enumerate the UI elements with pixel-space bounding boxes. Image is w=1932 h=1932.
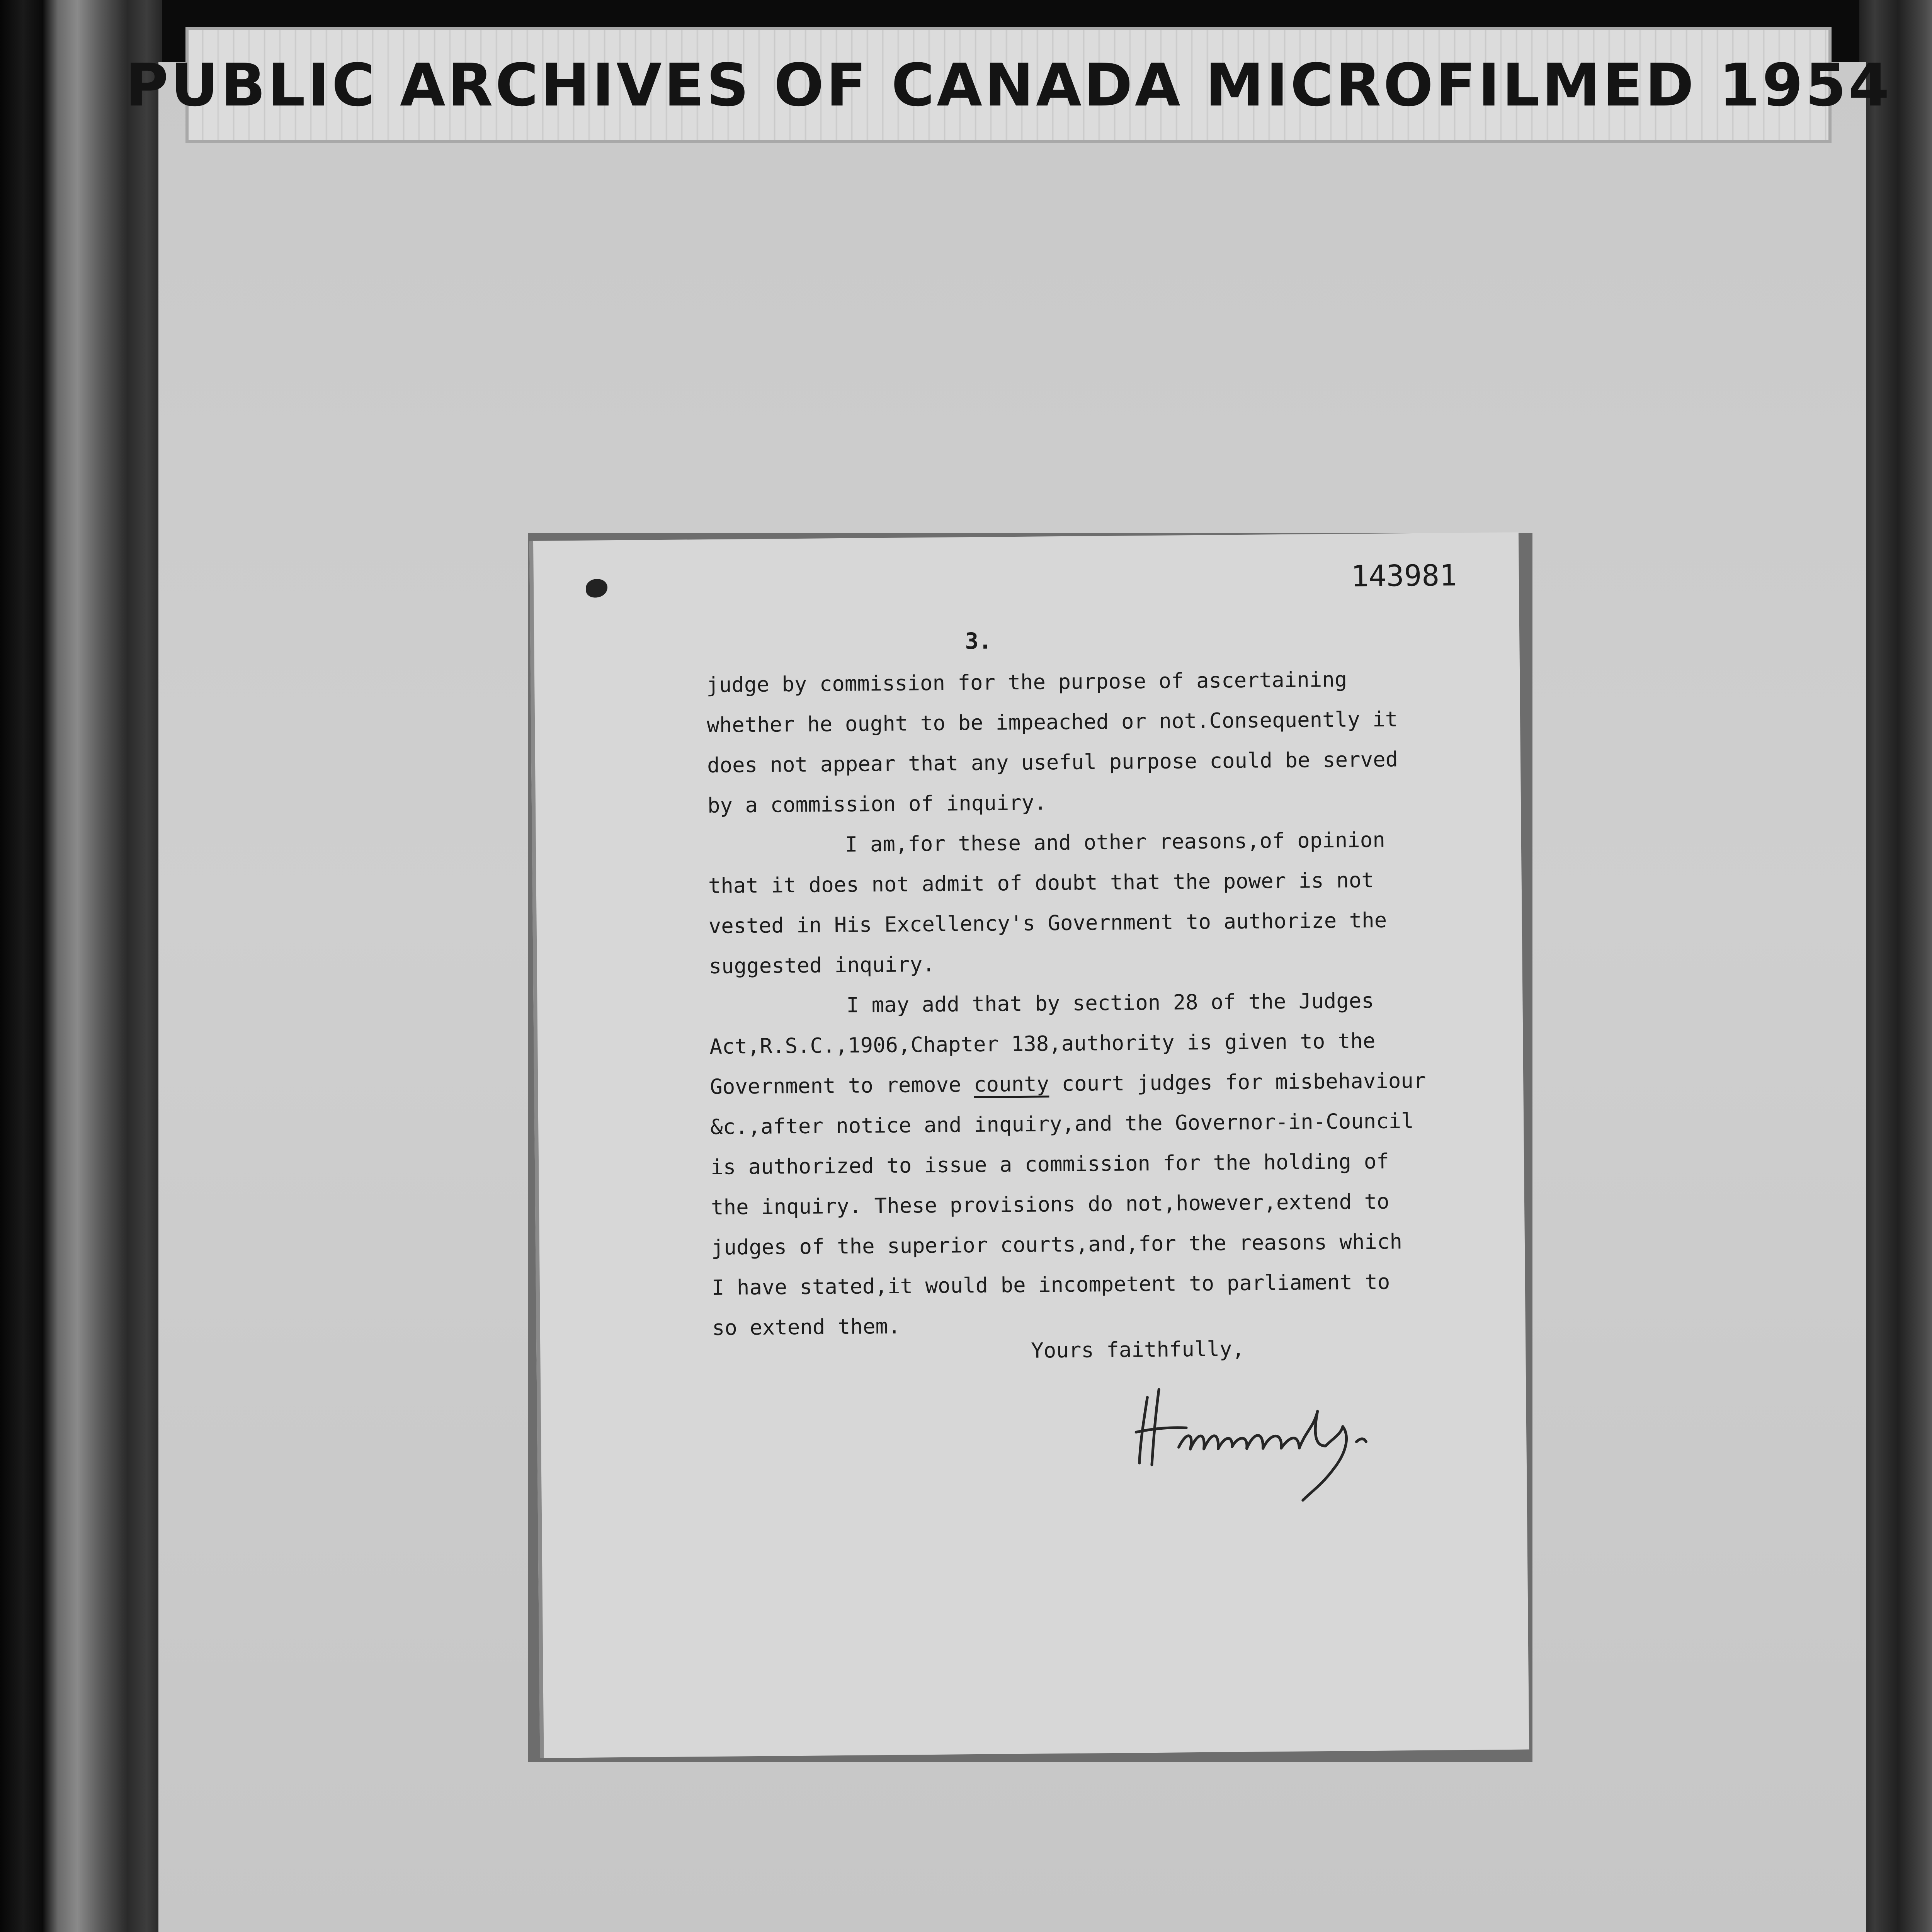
letter-line: that it does not admit of doubt that the power is not: [708, 867, 1374, 898]
letter-line: is authorized to issue a commission for the holding of: [710, 1149, 1389, 1179]
film-edge-right: [1859, 0, 1932, 1932]
letter-line: judge by commission for the purpose of ascertaining: [706, 667, 1347, 697]
letter-line: suggested inquiry.: [709, 952, 935, 978]
letter-line: vested in His Excellency's Government to authorize the: [708, 908, 1387, 938]
page-number: 3.: [965, 628, 992, 655]
letter-line: does not appear that any useful purpose could be served: [707, 747, 1398, 778]
letter-line: Act,R.S.C.,1906,Chapter 138,authority is given to the: [709, 1028, 1376, 1059]
film-edge-left: [0, 0, 162, 1932]
letter-page: [529, 532, 1529, 1758]
archive-header-text: PUBLIC ARCHIVES OF CANADA MICROFILMED 1954: [125, 51, 1892, 119]
document-number: 143981: [1350, 558, 1458, 594]
letter-line: I may add that by section 28 of the Judges: [846, 988, 1374, 1017]
letter-line: the inquiry. These provisions do not,however,extend to: [711, 1189, 1389, 1219]
letter-line: I have stated,it would be incompetent to parliament to: [711, 1269, 1390, 1300]
handwritten-signature: [1132, 1371, 1473, 1514]
letter-closing: Yours faithfully,: [1031, 1336, 1245, 1363]
letter-line: Government to remove county court judges for misbehaviour: [710, 1068, 1426, 1099]
letter-line: I am,for these and other reasons,of opinion: [845, 827, 1386, 857]
letter-line: &c.,after notice and inquiry,and the Governor-in-Council: [710, 1109, 1414, 1139]
letter-line: judges of the superior courts,and,for the reasons which: [711, 1229, 1403, 1260]
letter-line: so extend them.: [712, 1314, 901, 1340]
letter-body: [706, 658, 1485, 1348]
underlined-word: county: [973, 1071, 1049, 1097]
letter-line: whether he ought to be impeached or not.Consequently it: [706, 707, 1398, 738]
ink-blot: [586, 579, 607, 597]
archive-header-label: [125, 27, 1892, 143]
letter-line: by a commission of inquiry.: [707, 790, 1047, 818]
